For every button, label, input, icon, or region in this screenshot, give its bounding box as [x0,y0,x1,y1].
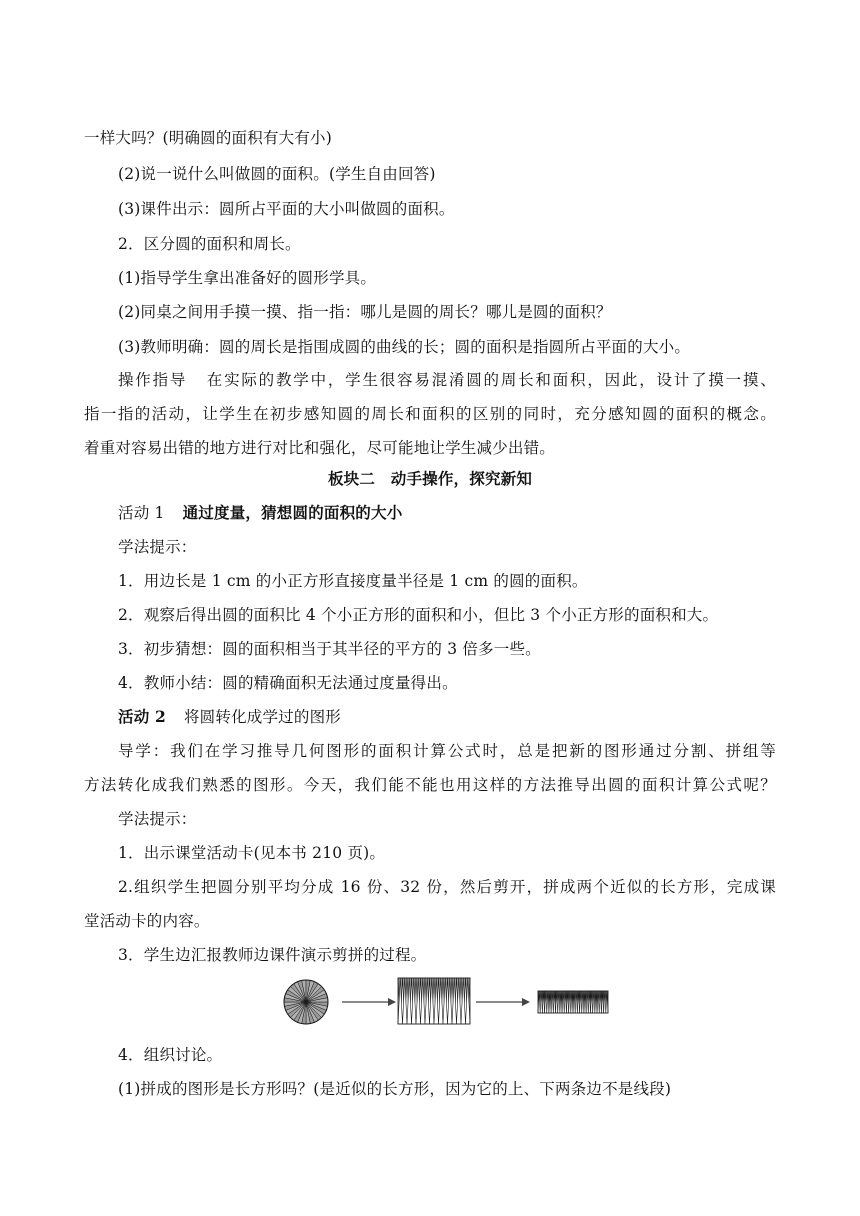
text-line: (3)教师明确：圆的周长是指围成圆的曲线的长；圆的面积是指圆所占平面的大小。 [118,338,691,356]
text-line: 4．教师小结：圆的精确面积无法通过度量得出。 [118,674,458,692]
text-line: 学法提示： [118,810,197,828]
text-line: 2．区分圆的面积和周长。 [118,235,301,253]
text-line: (2)同桌之间用手摸一摸、指一指：哪儿是圆的周长？哪儿是圆的面积？ [118,303,612,321]
text-line: 学法提示： [118,538,197,556]
text-line: 2．观察后得出圆的面积比 4 个小正方形的面积和小，但比 3 个小正方形的面积和大。 [118,606,719,624]
operation-guide-text: 在实际的教学中，学生很容易混淆圆的周长和面积，因此，设计了摸一摸、 [205,371,776,389]
approximate-rectangle-16 [398,978,470,1024]
text-line: 1．出示课堂活动卡(见本书 210 页)。 [118,844,386,862]
text-line: 堂活动卡的内容。 [84,912,210,930]
activity-2-heading [118,707,341,727]
section-title: 板块二 动手操作，探究新知 [327,469,533,488]
activity-1-label: 活动 1 [118,504,165,522]
text-line: 指一指的活动，让学生在初步感知圆的周长和面积的区别的同时，充分感知圆的面积的概念。 [84,405,776,423]
text-line: 2.组织学生把圆分别平均分成 16 份、32 份，然后剪开，拼成两个近似的长方形，完成课 [118,878,776,896]
activity-2-label: 活动 2 [118,707,166,726]
text-line: (3)课件出示：圆所占平面的大小叫做圆的面积。 [118,200,455,218]
text-line: (2)说一说什么叫做圆的面积。(学生自由回答) [118,165,436,183]
approximate-rectangle-32 [538,991,608,1013]
text-line: 4．组织讨论。 [118,1046,223,1064]
text-line: 着重对容易出错的地方进行对比和强化，尽可能地让学生减少出错。 [84,439,556,457]
text-line: 导学：我们在学习推导几何图形的面积计算公式时，总是把新的图形通过分割、拼组等 [118,742,776,760]
operation-guide-label: 操作指导 [118,371,188,389]
operation-guide-line [118,370,776,390]
text-line: (1)指导学生拿出准备好的圆形学具。 [118,269,377,287]
text-line: 3．初步猜想：圆的面积相当于其半径的平方的 3 倍多一些。 [118,640,541,658]
arrow-2 [476,998,530,1006]
text-line: (1)拼成的图形是长方形吗？(是近似的长方形，因为它的上、下两条边不是线段) [118,1080,672,1098]
text-line: 方法转化成我们熟悉的图形。今天，我们能不能也用这样的方法推导出圆的面积计算公式呢？ [84,776,776,794]
activity-1-title: 通过度量，猜想圆的面积的大小 [182,503,403,522]
text-line: 1．用边长是 1 cm 的小正方形直接度量半径是 1 cm 的圆的面积。 [118,572,588,590]
activity-1-heading [118,503,402,523]
arrow-1 [342,998,396,1006]
activity-2-title: 将圆转化成学过的图形 [183,708,341,726]
circle-to-rectangle-figure [282,974,612,1032]
divided-circle [284,980,328,1024]
text-line: 3．学生边汇报教师边课件演示剪拼的过程。 [118,946,427,964]
text-line: 一样大吗？(明确圆的面积有大有小) [84,129,332,147]
